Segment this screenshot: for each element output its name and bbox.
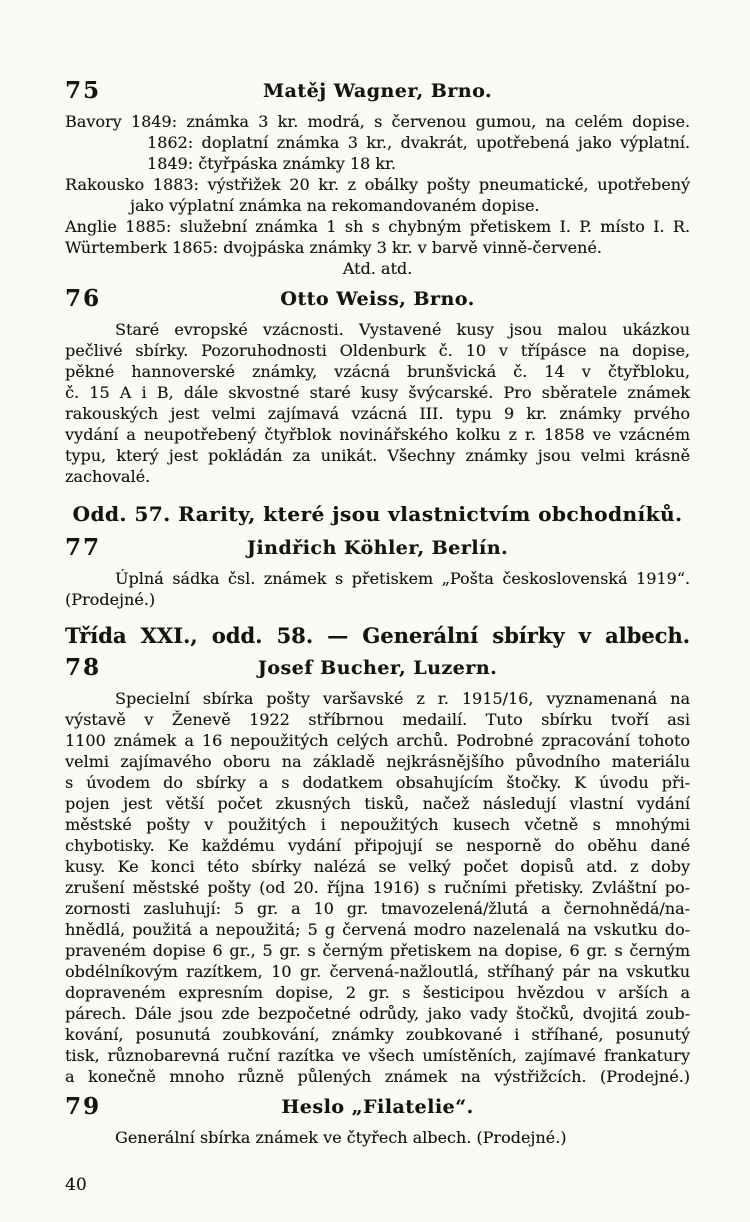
- text-line: Generální sbírka známek ve čtyřech albech. (Prodejné.): [115, 1128, 567, 1147]
- lot-title: Otto Weiss, Brno.: [280, 288, 475, 310]
- lot-title: Heslo „Filatelie“.: [281, 1096, 474, 1118]
- lot-75-body: [65, 111, 690, 279]
- text-line: Rakousko 1883: výstřižek 20 kr. z obálky pošty pneumatické, upotřebený: [65, 175, 690, 194]
- page-number: 40: [65, 1175, 87, 1195]
- lot-77-header: [65, 534, 690, 563]
- text-line: zrušení městské pošty (od 20. října 1916) s ručními přetisky. Zvláštní po-: [65, 878, 690, 897]
- text-line: 1862: doplatní známka 3 kr., dvakrát, upotřebená jako výplatní.: [147, 133, 690, 152]
- section-heading-odd-57: Odd. 57. Rarity, které jsou vlastnictvím obchodníků.: [72, 502, 683, 526]
- text-line: zornosti zasluhují: 5 gr. a 10 gr. tmavozelená/žlutá a černohnědá/na-: [65, 899, 690, 918]
- text-line: hnědlá, použitá a nepoužitá; 5 g červená modro nazelenalá na vskutku do-: [65, 920, 690, 939]
- section-heading-trida-xxi: Třída XXI., odd. 58. — Generální sbírky v albech.: [65, 623, 690, 648]
- lot-75-header: [65, 77, 690, 106]
- text-line: Specielní sbírka pošty varšavské z r. 1915/16, vyznamenaná na: [115, 689, 690, 708]
- lot-78-body: [65, 688, 690, 1087]
- lot-number: 78: [65, 654, 102, 681]
- text-line: kování, posunutá zoubkování, známky zoubkované i stříhané, posunutý: [65, 1025, 690, 1044]
- text-line: Bavory 1849: známka 3 kr. modrá, s červenou gumou, na celém dopise.: [65, 112, 690, 131]
- text-line: Anglie 1885: služební známka 1 sh s chybným přetiskem I. P. místo I. R.: [65, 217, 690, 236]
- text-line: 1100 známek a 16 nepoužitých celých archů. Podrobné zpracování tohoto: [65, 731, 690, 750]
- text-line: 1849: čtyřpáska známky 18 kr.: [147, 154, 396, 173]
- text-line: výstavě v Ženevě 1922 stříbrnou medailí. Tuto sbírku tvoří asi: [65, 710, 690, 729]
- text-line: jako výplatní známka na rekomandovaném dopise.: [130, 196, 540, 215]
- lot-76-header: [65, 285, 690, 314]
- text-line: (Prodejné.): [65, 590, 156, 609]
- text-line: městské pošty v použitých i nepoužitých kusech včetně s mnohými: [65, 815, 690, 834]
- lot-79-header: [65, 1093, 690, 1122]
- lot-title: Matěj Wagner, Brno.: [262, 80, 493, 102]
- text-line: praveném dopise 6 gr., 5 gr. s černým přetiskem na dopise, 6 gr. s černým: [65, 941, 690, 960]
- text-line: párech. Dále jsou zde bezpočetné odrůdy, jako vady štočků, dvojitá zoub-: [65, 1004, 690, 1023]
- text-line: Würtemberk 1865: dvojpáska známky 3 kr. v barvě vinně-červené.: [65, 238, 602, 257]
- text-line: pojen jest větší počet zkusných tisků, načež následují vlastní vydání: [65, 794, 690, 813]
- text-line: s úvodem do sbírky a s dodatkem obsahujícím štočky. K úvodu při-: [65, 773, 690, 792]
- text-line: tisk, různobarevná ruční razítka ve všech umístěních, zajímavé frankatury: [65, 1046, 690, 1065]
- text-line: Staré evropské vzácnosti. Vystavené kusy jsou malou ukázkou: [115, 320, 690, 339]
- text-line: pěkné hannoverské známky, vzácná brunšvická č. 14 v čtyřbloku,: [65, 362, 690, 381]
- text-line: zachovalé.: [65, 467, 151, 486]
- lot-77: [65, 534, 690, 610]
- text-line: velmi zajímavého oboru na základě nejkrásnějšího původního materiálu: [65, 752, 690, 771]
- lot-78: [65, 654, 690, 1087]
- text-line: chybotisky. Ke každému vydání připojují se nesporně do oběhu dané: [65, 836, 690, 855]
- lot-title: Josef Bucher, Luzern.: [257, 657, 498, 679]
- text-line: typu, který jest pokládán za unikát. Všechny známky jsou velmi krásně: [65, 446, 690, 465]
- lot-number: 76: [65, 285, 102, 312]
- lot-number: 79: [65, 1093, 102, 1120]
- lot-number: 77: [65, 534, 102, 561]
- lot-77-body: [65, 568, 690, 610]
- lot-title: Jindřich Köhler, Berlín.: [246, 537, 509, 559]
- lot-76-body: [65, 319, 690, 487]
- lot-76: [65, 285, 690, 487]
- lot-78-header: [65, 654, 690, 683]
- lot-79: [65, 1093, 690, 1148]
- text-line: Atd. atd.: [342, 259, 413, 278]
- text-line: pečlivé sbírky. Pozoruhodnosti Oldenburk č. 10 v třípásce na dopise,: [65, 341, 690, 360]
- text-line: obdélníkovým razítkem, 10 gr. červená-nažloutlá, stříhaný pár na vskutku: [65, 962, 690, 981]
- text-line: dopraveném expresním dopise, 2 gr. s šesticipou hvězdou v arších a: [65, 983, 690, 1002]
- text-line: Úplná sádka čsl. známek s přetiskem „Pošta československá 1919“.: [115, 569, 690, 588]
- text-line: a konečně mnoho různě půlených známek na výstřižcích. (Prodejné.): [65, 1067, 690, 1086]
- lot-number: 75: [65, 77, 102, 104]
- text-line: č. 15 A i B, dále skvostné staré kusy švýcarské. Pro sběratele známek: [65, 383, 690, 402]
- text-line: kusy. Ke konci této sbírky nalézá se velký počet dopisů atd. z doby: [65, 857, 690, 876]
- text-line: vydání a neupotřebený čtyřblok novinářského kolku z r. 1858 ve vzácném: [65, 425, 690, 444]
- lot-75: [65, 77, 690, 279]
- text-line: rakouských jest velmi zajímavá vzácná III. typu 9 kr. známky prvého: [65, 404, 690, 423]
- lot-79-body: [65, 1127, 690, 1148]
